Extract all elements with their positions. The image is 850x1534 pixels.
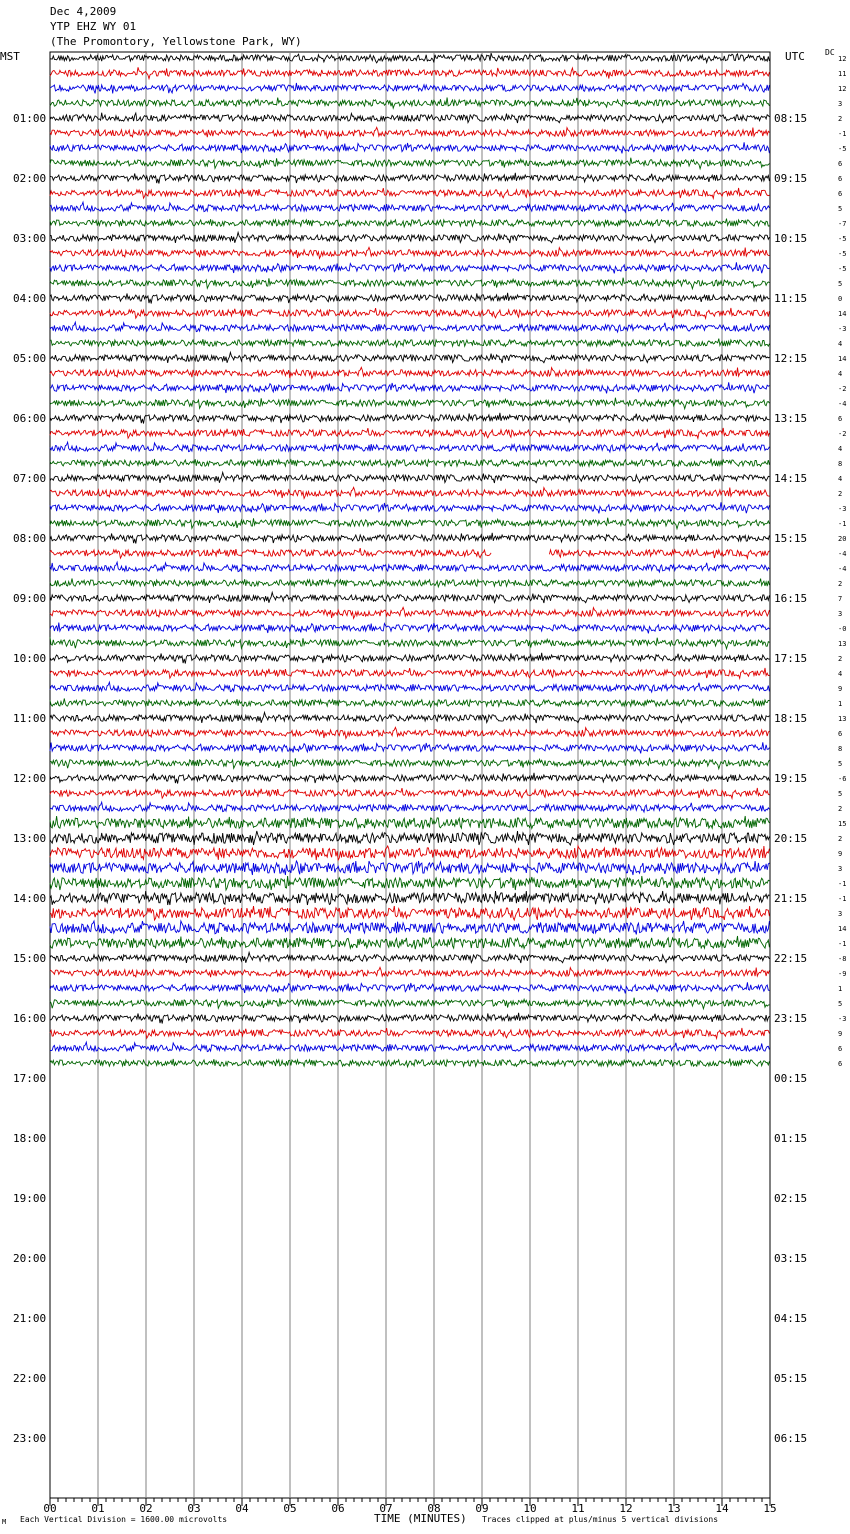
corner-mark: M <box>2 1518 7 1526</box>
right-hour-label-4: 11:15 <box>774 292 808 305</box>
trace-row-55 <box>50 876 769 890</box>
dc-offset-row-13: -5 <box>838 250 847 258</box>
trace-row-32 <box>50 533 769 544</box>
dc-offset-row-59: -1 <box>838 940 847 948</box>
header-station: YTP EHZ WY 01 <box>50 20 137 33</box>
left-hour-label-10: 10:00 <box>13 652 47 665</box>
dc-offset-row-29: 2 <box>838 490 843 498</box>
x-tick-label-09: 09 <box>475 1502 489 1515</box>
right-hour-label-19: 02:15 <box>774 1192 808 1205</box>
right-hour-label-15: 22:15 <box>774 952 808 965</box>
trace-row-67 <box>50 1059 769 1067</box>
trace-row-3 <box>50 98 769 109</box>
trace-row-49 <box>50 788 769 798</box>
dc-offset-row-22: -2 <box>838 385 847 393</box>
right-hour-label-18: 01:15 <box>774 1132 808 1145</box>
dc-offset-row-11: -7 <box>838 220 847 228</box>
dc-offset-row-56: -1 <box>838 895 847 903</box>
right-hour-label-7: 14:15 <box>774 472 808 485</box>
right-hour-label-6: 13:15 <box>774 412 808 425</box>
right-hour-label-22: 05:15 <box>774 1372 808 1385</box>
dc-offset-row-48: -6 <box>838 775 847 783</box>
right-hour-label-14: 21:15 <box>774 892 808 905</box>
dc-offset-row-3: 3 <box>838 100 843 108</box>
x-tick-label-03: 03 <box>187 1502 201 1515</box>
dc-offset-row-58: 14 <box>838 925 847 933</box>
trace-row-23 <box>50 398 769 409</box>
dc-offset-row-47: 5 <box>838 760 843 768</box>
trace-row-45 <box>50 727 769 738</box>
dc-offset-row-51: 15 <box>838 820 847 828</box>
dc-offset-row-30: -3 <box>838 505 847 513</box>
trace-row-27 <box>50 459 769 467</box>
x-tick-label-04: 04 <box>235 1502 249 1515</box>
clip-note: Traces clipped at plus/minus 5 vertical divisions <box>482 1515 719 1524</box>
trace-row-47 <box>50 758 769 769</box>
right-hour-label-16: 23:15 <box>774 1012 808 1025</box>
x-tick-label-13: 13 <box>667 1502 681 1515</box>
trace-row-28 <box>50 472 769 483</box>
left-hour-label-1: 01:00 <box>13 112 47 125</box>
left-hour-label-22: 22:00 <box>13 1372 47 1385</box>
dc-offset-row-57: 3 <box>838 910 843 918</box>
left-hour-label-6: 06:00 <box>13 412 47 425</box>
left-hour-label-11: 11:00 <box>13 712 47 725</box>
trace-row-33-seg-1 <box>549 550 769 559</box>
trace-row-11 <box>50 219 769 227</box>
trace-row-34 <box>50 562 769 572</box>
trace-row-18 <box>50 322 769 332</box>
header-location: (The Promontory, Yellowstone Park, WY) <box>50 35 302 48</box>
dc-offset-row-16: 0 <box>838 295 843 303</box>
dc-offset-row-33: -4 <box>838 550 847 558</box>
left-hour-label-5: 05:00 <box>13 352 47 365</box>
left-hour-label-2: 02:00 <box>13 172 47 185</box>
x-tick-label-11: 11 <box>571 1502 585 1515</box>
right-hour-label-17: 00:15 <box>774 1072 808 1085</box>
trace-row-7 <box>50 158 769 169</box>
dc-offset-row-39: 13 <box>838 640 847 648</box>
trace-row-33-seg-0 <box>50 548 491 558</box>
dc-offset-row-61: -9 <box>838 970 847 978</box>
trace-row-64 <box>50 1013 769 1024</box>
trace-row-19 <box>50 339 769 347</box>
right-hour-label-23: 06:15 <box>774 1432 808 1445</box>
dc-offset-row-6: -5 <box>838 145 847 153</box>
dc-offset-row-66: 6 <box>838 1045 843 1053</box>
dc-offset-row-49: 5 <box>838 790 843 798</box>
dc-offset-row-41: 4 <box>838 670 843 678</box>
x-tick-label-05: 05 <box>283 1502 297 1515</box>
x-tick-label-06: 06 <box>331 1502 345 1515</box>
trace-row-20 <box>50 352 769 363</box>
dc-offset-row-1: 11 <box>838 70 847 78</box>
right-hour-label-2: 09:15 <box>774 172 808 185</box>
right-hour-label-11: 18:15 <box>774 712 808 725</box>
right-hour-label-13: 20:15 <box>774 832 808 845</box>
trace-row-14 <box>50 262 769 273</box>
trace-row-62 <box>50 982 769 993</box>
trace-row-57 <box>50 906 769 920</box>
trace-row-0 <box>50 53 769 63</box>
right-hour-label-5: 12:15 <box>774 352 808 365</box>
dc-offset-row-9: 6 <box>838 190 843 198</box>
dc-offset-row-46: 8 <box>838 745 843 753</box>
dc-offset-row-50: 2 <box>838 805 843 813</box>
x-tick-label-12: 12 <box>619 1502 633 1515</box>
right-hour-label-3: 10:15 <box>774 232 808 245</box>
trace-row-10 <box>50 202 769 212</box>
trace-row-13 <box>50 247 769 258</box>
dc-offset-row-55: -1 <box>838 880 847 888</box>
left-hour-label-4: 04:00 <box>13 292 47 305</box>
dc-offset-row-65: 9 <box>838 1030 843 1038</box>
left-hour-label-17: 17:00 <box>13 1072 47 1085</box>
dc-offset-row-21: 4 <box>838 370 843 378</box>
dc-offset-row-26: 4 <box>838 445 843 453</box>
trace-row-12 <box>50 232 769 243</box>
dc-offset-label: DC <box>825 48 835 57</box>
x-axis-title: TIME (MINUTES) <box>374 1512 467 1525</box>
dc-offset-row-28: 4 <box>838 475 843 483</box>
mst-axis-label: MST <box>0 50 20 63</box>
left-hour-label-8: 08:00 <box>13 532 47 545</box>
dc-offset-row-25: -2 <box>838 430 847 438</box>
trace-row-41 <box>50 668 769 678</box>
right-hour-label-10: 17:15 <box>774 652 808 665</box>
trace-row-30 <box>50 502 769 513</box>
left-hour-label-13: 13:00 <box>13 832 47 845</box>
dc-offset-row-14: -5 <box>838 265 847 273</box>
trace-row-54 <box>50 861 769 875</box>
scale-note: Each Vertical Division = 1600.00 microvolts <box>20 1515 228 1524</box>
dc-offset-row-64: -3 <box>838 1015 847 1023</box>
trace-row-65 <box>50 1028 769 1038</box>
trace-row-50 <box>50 802 769 812</box>
dc-offset-row-4: 2 <box>838 115 843 123</box>
trace-row-59 <box>50 936 769 949</box>
trace-row-35 <box>50 579 769 587</box>
dc-offset-row-44: 13 <box>838 715 847 723</box>
left-hour-label-7: 07:00 <box>13 472 47 485</box>
x-tick-label-08: 08 <box>427 1502 441 1515</box>
right-hour-label-9: 16:15 <box>774 592 808 605</box>
dc-offset-row-54: 3 <box>838 865 843 873</box>
dc-offset-row-5: -1 <box>838 130 847 138</box>
trace-row-46 <box>50 742 769 753</box>
dc-offset-row-35: 2 <box>838 580 843 588</box>
header-date: Dec 4,2009 <box>50 5 117 18</box>
left-hour-label-16: 16:00 <box>13 1012 47 1025</box>
dc-offset-row-37: 3 <box>838 610 843 618</box>
dc-offset-row-60: -8 <box>838 955 847 963</box>
dc-offset-row-53: 9 <box>838 850 843 858</box>
dc-offset-row-18: -3 <box>838 325 847 333</box>
left-hour-label-23: 23:00 <box>13 1432 47 1445</box>
trace-row-31 <box>50 518 769 529</box>
trace-row-37 <box>50 607 769 618</box>
dc-offset-row-15: 5 <box>838 280 843 288</box>
dc-offset-row-0: 12 <box>838 55 847 63</box>
trace-row-21 <box>50 367 769 378</box>
trace-row-22 <box>50 382 769 393</box>
dc-offset-row-34: -4 <box>838 565 847 573</box>
x-tick-label-00: 00 <box>43 1502 57 1515</box>
trace-row-39 <box>50 637 769 648</box>
left-hour-label-21: 21:00 <box>13 1312 47 1325</box>
trace-row-15 <box>50 278 769 289</box>
dc-offset-row-42: 9 <box>838 685 843 693</box>
trace-row-44 <box>50 712 769 723</box>
trace-row-61 <box>50 967 769 978</box>
dc-offset-row-7: 6 <box>838 160 843 168</box>
utc-axis-label: UTC <box>785 50 805 63</box>
x-tick-label-14: 14 <box>715 1502 729 1515</box>
trace-row-17 <box>50 308 769 318</box>
right-hour-label-8: 15:15 <box>774 532 808 545</box>
dc-offset-row-17: 14 <box>838 310 847 318</box>
right-hour-label-21: 04:15 <box>774 1312 808 1325</box>
trace-row-53 <box>50 846 769 860</box>
trace-row-26 <box>50 442 769 452</box>
dc-offset-row-40: 2 <box>838 655 843 663</box>
x-tick-label-01: 01 <box>91 1502 105 1515</box>
dc-offset-row-32: 20 <box>838 535 847 543</box>
trace-row-36 <box>50 592 769 603</box>
trace-row-48 <box>50 773 769 784</box>
dc-offset-row-23: -4 <box>838 400 847 408</box>
x-tick-label-15: 15 <box>763 1502 777 1515</box>
trace-row-2 <box>50 83 769 94</box>
trace-row-43 <box>50 699 769 707</box>
dc-offset-row-38: -0 <box>838 625 847 633</box>
dc-offset-row-63: 5 <box>838 1000 843 1008</box>
trace-row-63 <box>50 998 769 1009</box>
dc-offset-row-10: 5 <box>838 205 843 213</box>
dc-offset-row-67: 6 <box>838 1060 843 1068</box>
trace-row-5 <box>50 127 769 138</box>
trace-row-38 <box>50 623 769 634</box>
trace-row-51 <box>50 816 769 829</box>
trace-row-24 <box>50 413 769 424</box>
dc-offset-row-62: 1 <box>838 985 843 993</box>
dc-offset-row-36: 7 <box>838 595 843 603</box>
left-hour-label-3: 03:00 <box>13 232 47 245</box>
left-hour-label-9: 09:00 <box>13 592 47 605</box>
right-hour-label-20: 03:15 <box>774 1252 808 1265</box>
dc-offset-row-19: 4 <box>838 340 843 348</box>
x-tick-label-07: 07 <box>379 1502 393 1515</box>
trace-row-1 <box>50 67 769 78</box>
right-hour-label-1: 08:15 <box>774 112 808 125</box>
trace-row-6 <box>50 142 769 153</box>
trace-row-40 <box>50 653 769 664</box>
left-hour-label-18: 18:00 <box>13 1132 47 1145</box>
dc-offset-row-2: 12 <box>838 85 847 93</box>
trace-row-52 <box>50 831 769 845</box>
trace-row-4 <box>50 113 769 123</box>
trace-row-29 <box>50 487 769 498</box>
trace-row-66 <box>50 1042 769 1052</box>
trace-row-16 <box>50 293 769 304</box>
trace-row-58 <box>50 921 769 935</box>
left-hour-label-15: 15:00 <box>13 952 47 965</box>
dc-offset-row-52: 2 <box>838 835 843 843</box>
trace-row-60 <box>50 952 769 963</box>
dc-offset-row-20: 14 <box>838 355 847 363</box>
left-hour-label-12: 12:00 <box>13 772 47 785</box>
dc-offset-row-45: 6 <box>838 730 843 738</box>
trace-row-25 <box>50 428 769 438</box>
left-hour-label-20: 20:00 <box>13 1252 47 1265</box>
dc-offset-row-24: 6 <box>838 415 843 423</box>
x-tick-label-02: 02 <box>139 1502 153 1515</box>
dc-offset-row-31: -1 <box>838 520 847 528</box>
dc-offset-row-12: -5 <box>838 235 847 243</box>
left-hour-label-14: 14:00 <box>13 892 47 905</box>
dc-offset-row-27: 8 <box>838 460 843 468</box>
right-hour-label-12: 19:15 <box>774 772 808 785</box>
dc-offset-row-8: 6 <box>838 175 843 183</box>
left-hour-label-19: 19:00 <box>13 1192 47 1205</box>
trace-row-42 <box>50 682 769 692</box>
trace-row-8 <box>50 173 769 184</box>
dc-offset-row-43: 1 <box>838 700 843 708</box>
x-tick-label-10: 10 <box>523 1502 537 1515</box>
trace-row-56 <box>50 891 769 905</box>
trace-row-9 <box>50 188 769 198</box>
